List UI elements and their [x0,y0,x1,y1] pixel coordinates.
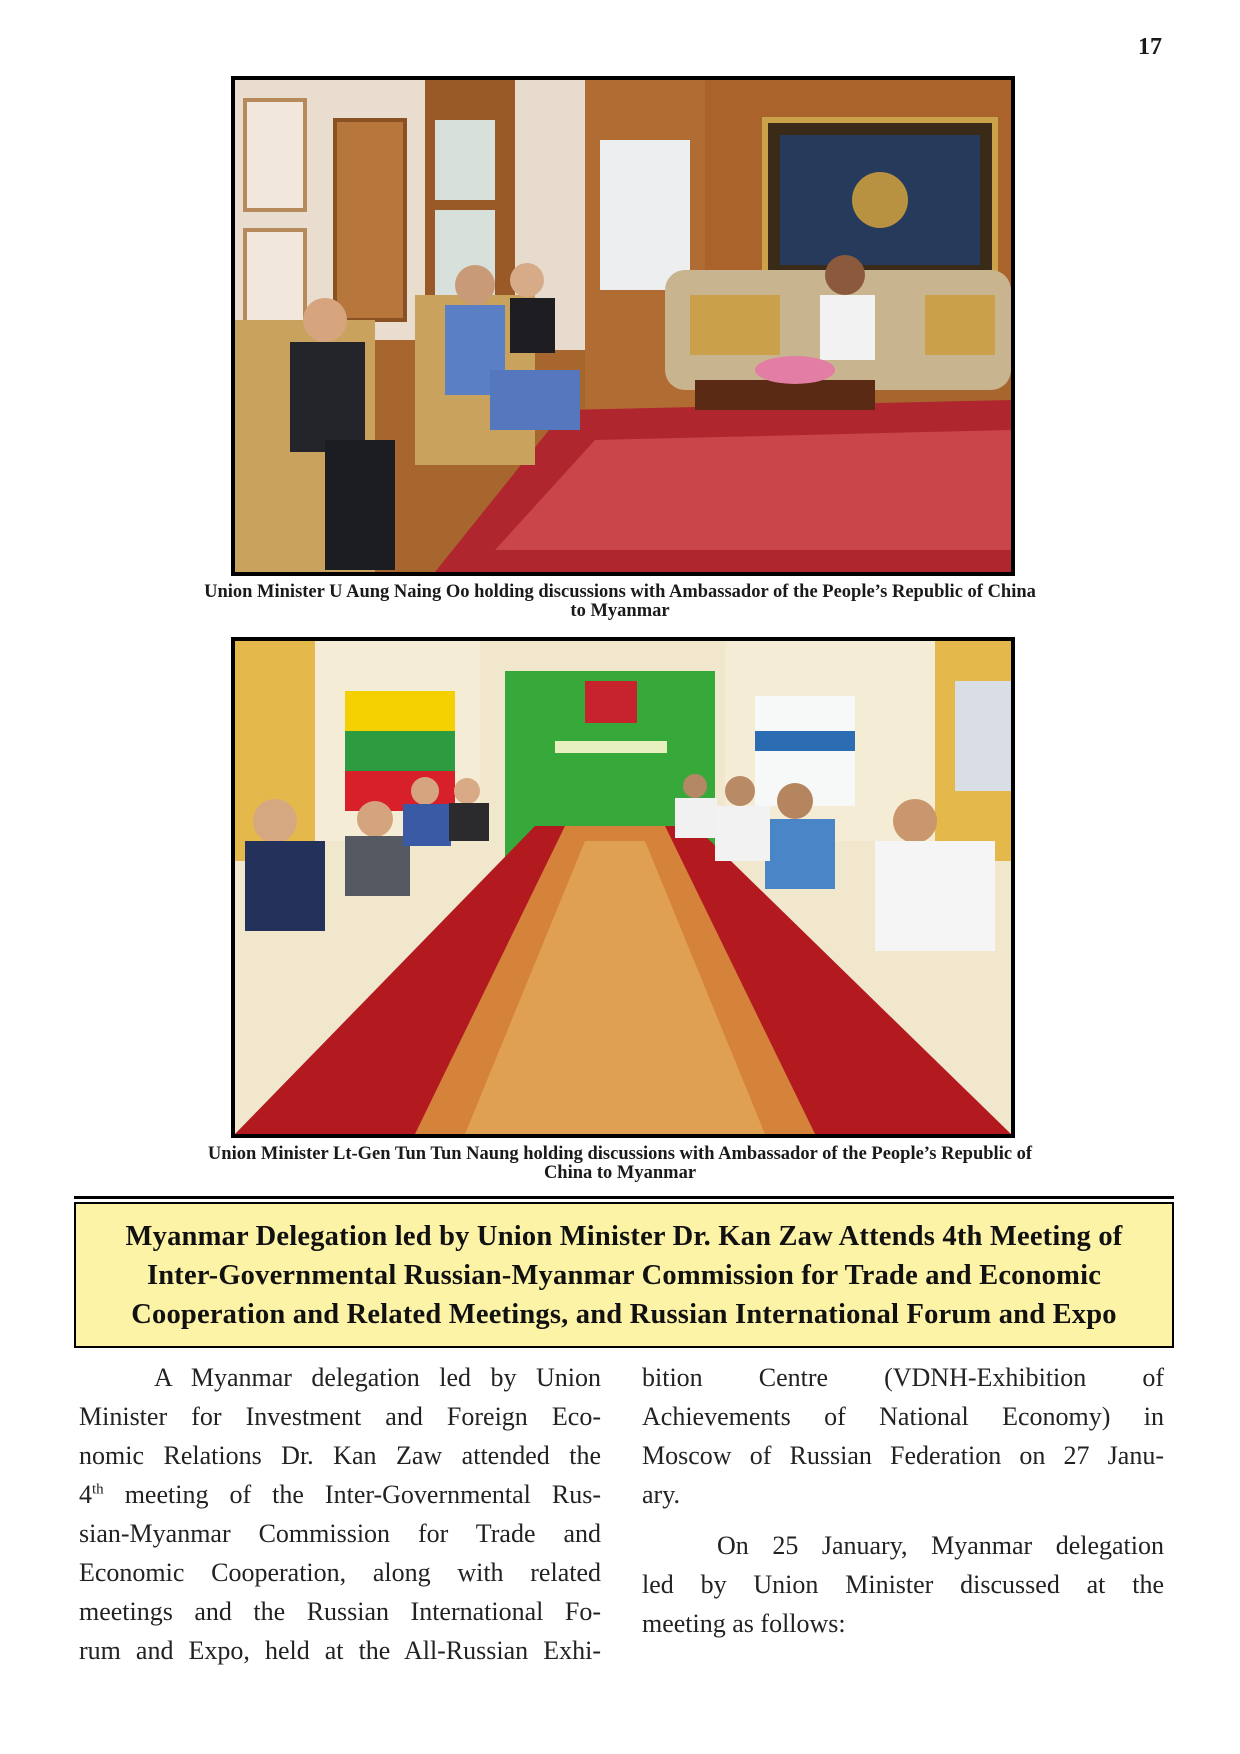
article-column-left [79,1358,601,1670]
headline-line: Cooperation and Related Meetings, and Russian International Forum and Expo [131,1298,1117,1330]
article-headline [74,1202,1174,1348]
body-line-ordinal [79,1475,601,1514]
article-column-right [642,1358,1164,1643]
body-line: led by Union Minister discussed at the [642,1570,1164,1599]
body-line: nomic Relations Dr. Kan Zaw attended the [79,1441,601,1470]
caption-line: Union Minister U Aung Naing Oo holding discussions with Ambassador of the People’s Republic of China [204,582,1036,602]
photo-conference-meeting [231,637,1015,1138]
body-line: A Myanmar delegation led by Union [154,1363,601,1392]
caption-line: China to Myanmar [543,1163,697,1183]
ordinal-number: 4 [79,1480,92,1509]
body-line: Moscow of Russian Federation on 27 Janu- [642,1441,1164,1470]
section-divider [74,1196,1174,1199]
headline-line: Inter-Governmental Russian-Myanmar Commission for Trade and Economic [146,1259,1102,1291]
body-line: bition Centre (VDNH-Exhibition of [642,1363,1164,1392]
body-line: Minister for Investment and Foreign Eco- [79,1402,601,1431]
body-line: On 25 January, Myanmar delegation [717,1531,1164,1560]
body-line: Economic Cooperation, along with related [79,1558,601,1587]
caption-line: Union Minister Lt-Gen Tun Tun Naung holding discussions with Ambassador of the People’s Republic of [207,1144,1033,1164]
body-line: meeting as follows: [642,1609,846,1638]
body-line: Achievements of National Economy) in [642,1402,1164,1431]
ordinal-suffix: th [92,1481,104,1498]
headline-line: Myanmar Delegation led by Union Minister Dr. Kan Zaw Attends 4th Meeting of [125,1220,1123,1252]
caption-line: to Myanmar [570,601,670,621]
page-number: 17 [1138,34,1162,60]
body-line: meetings and the Russian International Fo- [79,1597,601,1626]
photo-caption [130,1145,1110,1183]
photo-meeting-wood-room [231,76,1015,576]
body-line: rum and Expo, held at the All-Russian Exhi- [79,1636,601,1665]
body-line-text: meeting of the Inter-Governmental Rus- [124,1480,602,1509]
photo-caption [130,583,1110,621]
body-line: ary. [642,1480,681,1509]
body-line: sian-Myanmar Commission for Trade and [79,1519,601,1548]
